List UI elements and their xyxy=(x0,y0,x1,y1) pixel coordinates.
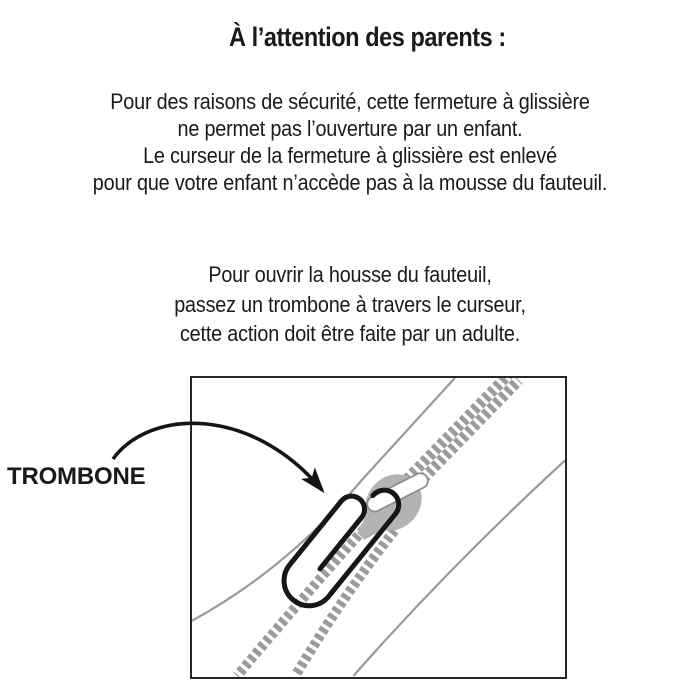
page-title: À l’attention des parents : xyxy=(229,22,506,52)
text-line: Pour ouvrir la housse du fauteuil, xyxy=(208,262,492,287)
text-line: pour que votre enfant n’accède pas à la mousse du fauteuil. xyxy=(92,170,608,195)
safety-paragraph xyxy=(35,88,665,196)
text-line: passez un trombone à travers le curseur, xyxy=(174,291,526,317)
zipper-diagram-frame xyxy=(190,376,567,679)
text-line: Le curseur de la fermeture à glissière est enlevé xyxy=(143,143,557,168)
text-line: Pour des raisons de sécurité, cette fermeture à glissière xyxy=(110,89,590,114)
opening-instructions-paragraph xyxy=(35,260,665,349)
text-line: ne permet pas l’ouverture par un enfant. xyxy=(177,116,523,141)
trombone-label: TROMBONE xyxy=(7,463,146,490)
zipper-diagram xyxy=(192,378,565,677)
text-line: cette action doit être faite par un adulte. xyxy=(179,321,521,346)
